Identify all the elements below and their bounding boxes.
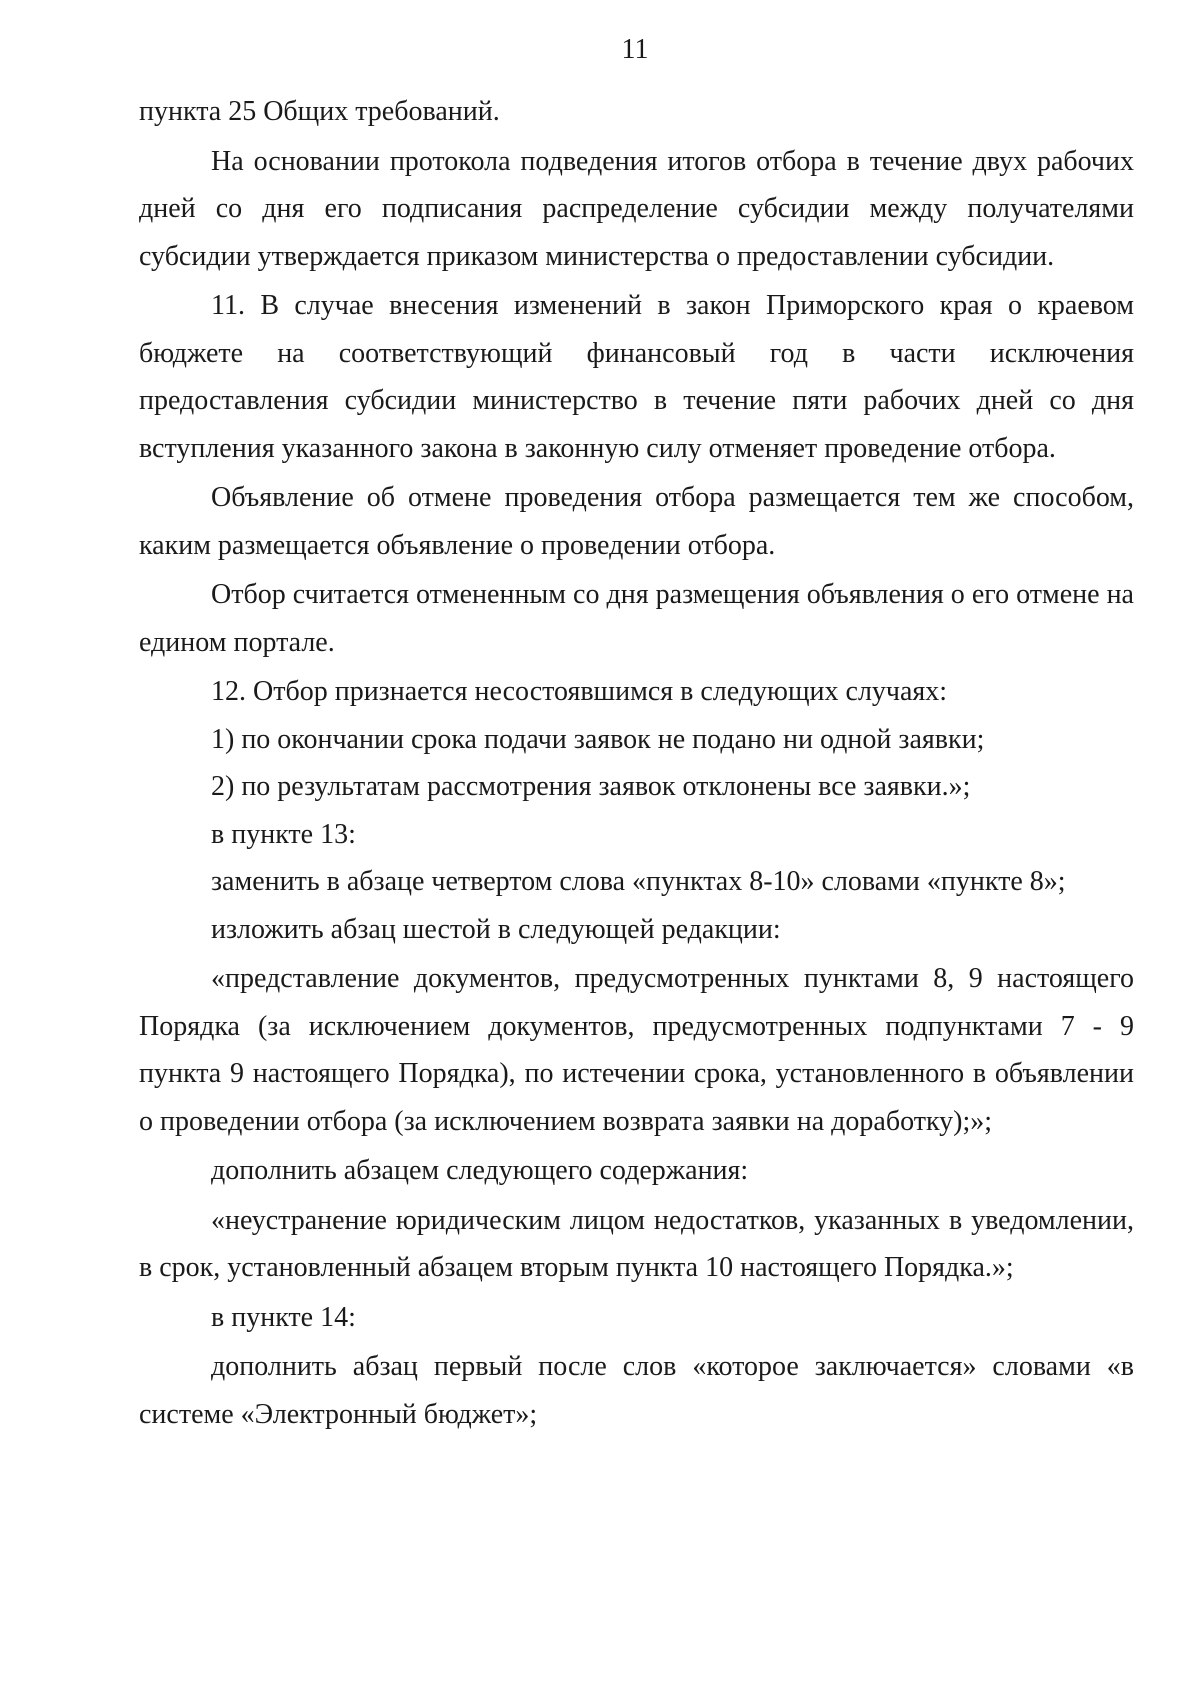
paragraph-15: в пункте 14: (211, 1301, 356, 1333)
paragraph-3: 11. В случае внесения изменений в закон Приморского края о краевом бюджете на соответствующий финансовый год в части исключения предоставления субсидии министерство в течение пяти рабочих дней со дня вступления указанного закона в законную силу отменяет проведение отбора. (139, 290, 1134, 464)
paragraph-4: Объявление об отмене проведения отбора размещается тем же способом, каким размещается объявление о проведении отбора. (139, 482, 1134, 561)
paragraph-12: «представление документов, предусмотренных пунктами 8, 9 настоящего Порядка (за исключением документов, предусмотренных подпунктами 7 - 9 пункта 9 настоящего Порядка), по истечении срока, установленного в объявлении о проведении отбора (за исключением возврата заявки на доработку);»; (139, 963, 1134, 1137)
paragraph-13: дополнить абзацем следующего содержания: (211, 1155, 749, 1186)
paragraph-14: «неустранение юридическим лицом недостатков, указанных в уведомлении, в срок, установленный абзацем вторым пункта 10 настоящего Порядка.»; (139, 1204, 1134, 1283)
paragraph-10: заменить в абзаце четвертом слова «пунктах 8-10» словами «пункте 8»; (211, 866, 1066, 897)
paragraph-8: 2) по результатам рассмотрения заявок отклонены все заявки.»; (211, 771, 971, 802)
paragraph-11: изложить абзац шестой в следующей редакции: (211, 913, 781, 945)
paragraph-1: пункта 25 Общих требований. (139, 96, 500, 127)
paragraph-6: 12. Отбор признается несостоявшимся в следующих случаях: (211, 676, 948, 707)
page-number: 11 (621, 34, 649, 65)
paragraph-5: Отбор считается отмененным со дня размещения объявления о его отмене на едином портале. (139, 579, 1134, 658)
paragraph-16: дополнить абзац первый после слов «которое заключается» словами «в системе «Электронный бюджет»; (139, 1351, 1134, 1430)
paragraph-9: в пункте 13: (211, 818, 356, 850)
document-body (139, 88, 1134, 1438)
paragraph-7: 1) по окончании срока подачи заявок не подано ни одной заявки; (211, 723, 985, 755)
paragraph-2: На основании протокола подведения итогов отбора в течение двух рабочих дней со дня его подписания распределение субсидии между получателями субсидии утверждается приказом министерства о предоставлении субсидии. (139, 145, 1134, 272)
